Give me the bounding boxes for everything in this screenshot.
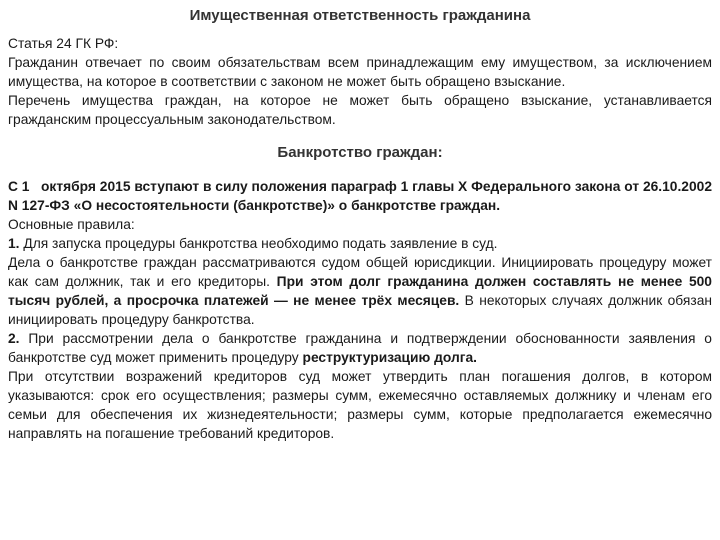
intro-c: С 1: [8, 179, 30, 194]
rules-heading: Основные правила:: [8, 217, 135, 232]
rule-1-text: Для запуска процедуры банкротства необходимо подать заявление в суд.: [23, 236, 498, 251]
rule-2-text: При рассмотрении дела о банкротстве гражданина и подтверждении обоснованности заявления о банкротстве суд может применить процедуру: [8, 331, 712, 365]
page-title: Имущественная ответственность гражданина: [189, 7, 531, 24]
article-heading: Статья 24 ГК РФ:: [8, 36, 119, 51]
rule-1-details-bold: При этом долг гражданина должен составлять не менее 500 тысяч рублей, а просрочка платежей — не менее трёх месяцев.: [8, 274, 712, 308]
rule-1-details: [8, 253, 712, 329]
rule-2-number: 2.: [8, 331, 20, 346]
bankruptcy-intro: [8, 177, 712, 215]
rule-2-details: При отсутствии возражений кредиторов суд может утвердить план погашения долгов, в котором указываются: срок его осуществления; размеры сумм, ежемесячно оставляемых должнику и членам его семьи для обеспечения их жизнедеятельности; размеры сумм, которые предполагается ежемесячно направлять на погашение требований кредиторов.: [8, 369, 712, 441]
rule-1: [8, 234, 712, 253]
bankruptcy-heading: Банкротство граждан:: [277, 144, 443, 161]
article-block: [8, 34, 712, 129]
article-paragraph-2: Перечень имущества граждан, на которое не может быть обращено взыскание, устанавливается гражданским процессуальным законодательством.: [8, 93, 712, 127]
bankruptcy-block: [8, 177, 712, 443]
rule-1-details-end: В некоторых случаях должник обязан инициировать процедуру банкротства.: [8, 293, 712, 327]
rule-1-details-start: Дела о банкротстве граждан рассматриваются судом общей юрисдикции. Инициировать процедуру может как сам должник, так и его кредиторы.: [8, 255, 712, 289]
intro-rest: октября 2015 вступают в силу положения параграф 1 главы X Федерального закона от 26.10.2002 N 127-ФЗ «О несостоятельности (банкротстве)» о банкротстве граждан.: [8, 179, 712, 213]
rule-1-number: 1.: [8, 236, 20, 251]
rule-2-bold: реструктуризацию долга.: [302, 350, 477, 365]
article-paragraph-1: Гражданин отвечает по своим обязательствам всем принадлежащим ему имуществом, за исключением имущества, на которое в соответствии с законом не может быть обращено взыскание.: [8, 55, 712, 89]
rule-2: [8, 329, 712, 367]
